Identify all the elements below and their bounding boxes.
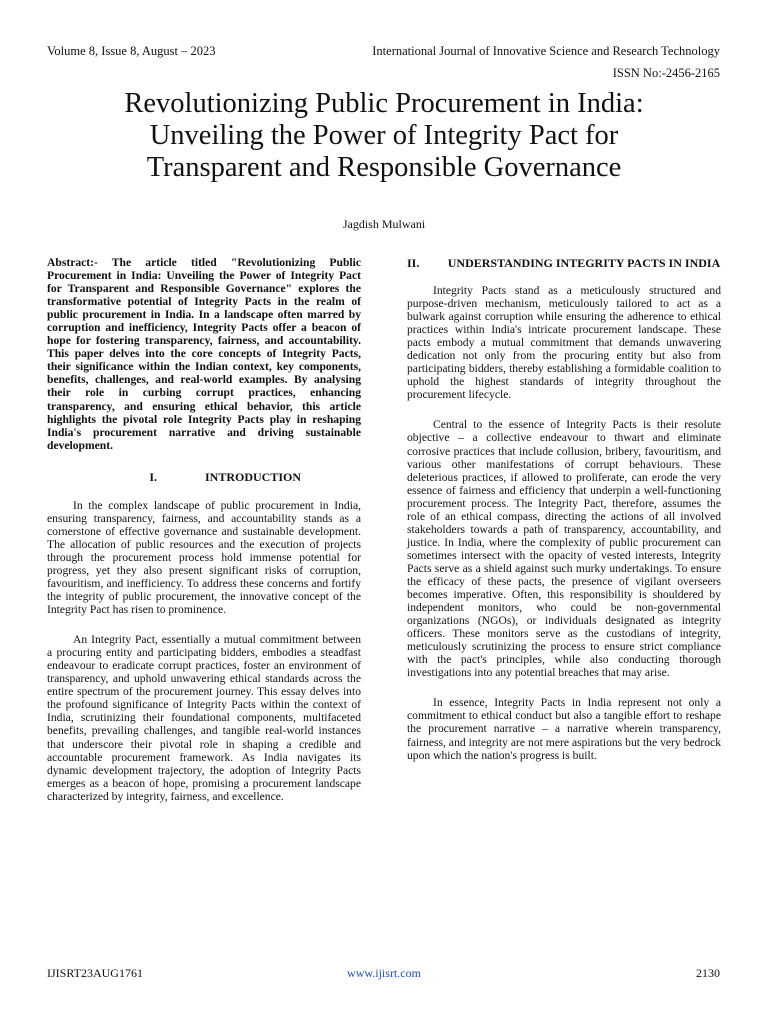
abstract: Abstract:- The article titled "Revolutionizing Public Procurement in India: Unveiling the Power of Integrity Pact for Transparent and Responsible Governance" explores the transformative potential of Integrity Pacts in the realm of public procurement in India. In a landscape often marred by corruption and inefficiency, Integrity Pacts offer a beacon of hope for fostering transparency, fairness, and accountability. This paper delves into the core concepts of Integrity Pacts, their significance within the Indian context, key components, benefits, challenges, and real-world examples. By analysing their role in curbing corrupt practices, enhancing transparency, and ensuring ethical behavior, this article highlights the pivotal role Integrity Pacts play in reshaping India's procurement narrative and driving sustainable development. bbox=[47, 256, 361, 452]
section-heading-introduction bbox=[47, 470, 361, 484]
section2-paragraph-1: Integrity Pacts stand as a meticulously structured and purpose-driven mechanism, meticulously tailored to act as a bulwark against corruption while ensuring the adherence to ethical practices within India's intricate procurement landscape. These pacts embody a mutual commitment that demands unwavering dedication not only from the procuring entity but also from participating bidders, thereby establishing a formidable coalition to uphold the highest standards of integrity throughout the procurement lifecycle. bbox=[407, 284, 721, 402]
issn-number: ISSN No:-2456-2165 bbox=[612, 66, 720, 80]
title-line-1: Revolutionizing Public Procurement in India: bbox=[124, 88, 644, 119]
section-number: II. bbox=[407, 256, 420, 270]
left-column bbox=[47, 256, 361, 803]
paper-title bbox=[60, 88, 708, 184]
website-link[interactable]: www.ijisrt.com bbox=[347, 966, 421, 980]
paper-id: IJISRT23AUG1761 bbox=[47, 966, 143, 980]
title-line-2: Unveiling the Power of Integrity Pact for bbox=[149, 120, 619, 151]
page-number: 2130 bbox=[696, 966, 720, 980]
section2-paragraph-2: Central to the essence of Integrity Pacts is their resolute objective – a collective endeavour to thwart and eliminate corrosive practices that include collusion, bribery, favouritism, and various other manifestations of corrupt behaviours. These deleterious practices, if allowed to proliferate, can erode the very essence of fairness and efficiency that underpin a well-functioning procurement process. The Integrity Pact, therefore, assumes the role of an ethical compass, directing the actions of all involved stakeholders towards a path of transparency, accountability, and justice. In India, where the complexity of public procurement can sometimes intersect with the opacity of vested interests, Integrity Pacts serve as a shield against such murky undertakings. To ensure the efficacy of these pacts, the presence of vigilant overseers becomes imperative. Often, this responsibility is shouldered by independent monitors, who could be non-governmental organizations (NGOs), or individuals designated as integrity officers. These monitors serve as the custodians of integrity, meticulously scrutinizing the process to ensure strict compliance with the pact's principles, while also conducting thorough investigations into any potential breaches that may arise. bbox=[407, 418, 721, 680]
section2-paragraph-3: In essence, Integrity Pacts in India represent not only a commitment to ethical conduct but also a tangible effort to reshape the procurement narrative – a narrative wherein transparency, fairness, and integrity are not mere aspirations but the very bedrock upon which the nation's progress is built. bbox=[407, 696, 721, 762]
section-title: UNDERSTANDING INTEGRITY PACTS IN INDIA bbox=[447, 256, 721, 270]
journal-name: International Journal of Innovative Science and Research Technology bbox=[372, 44, 720, 58]
section-title: INTRODUCTION bbox=[205, 469, 302, 484]
volume-issue: Volume 8, Issue 8, August – 2023 bbox=[47, 44, 216, 58]
author-name: Jagdish Mulwani bbox=[342, 217, 426, 231]
intro-paragraph-1: In the complex landscape of public procurement in India, ensuring transparency, fairness, and accountability stands as a cornerstone of effective governance and sustainable development. The allocation of public resources and the execution of projects through the procurement process hold immense potential for progress, yet they also present significant risks of corruption, favouritism, and inefficiency. To address these concerns and fortify the integrity of public procurement, the innovative concept of the Integrity Pact has risen to prominence. bbox=[47, 498, 361, 617]
intro-paragraph-2: An Integrity Pact, essentially a mutual commitment between a procuring entity and participating bidders, embodies a steadfast endeavour to eradicate corrupt practices, foster an environment of transparency, and uphold unwavering ethical standards across the entire spectrum of the procurement journey. This essay delves into the profound significance of Integrity Pacts within the context of India, scrutinizing their foundational components, multifaceted benefits, prevailing challenges, and tangible real-world instances that underscore their pivotal role in shaping a credible and accountable procurement framework. As India navigates its dynamic development trajectory, the adoption of Integrity Pacts emerges as a beacon of hope, promising a procurement landscape characterized by integrity, fairness, and excellence. bbox=[47, 633, 361, 803]
section-heading-understanding bbox=[407, 256, 721, 270]
right-column bbox=[407, 256, 721, 762]
title-line-3: Transparent and Responsible Governance bbox=[146, 152, 622, 183]
section-number: I. bbox=[149, 469, 157, 484]
